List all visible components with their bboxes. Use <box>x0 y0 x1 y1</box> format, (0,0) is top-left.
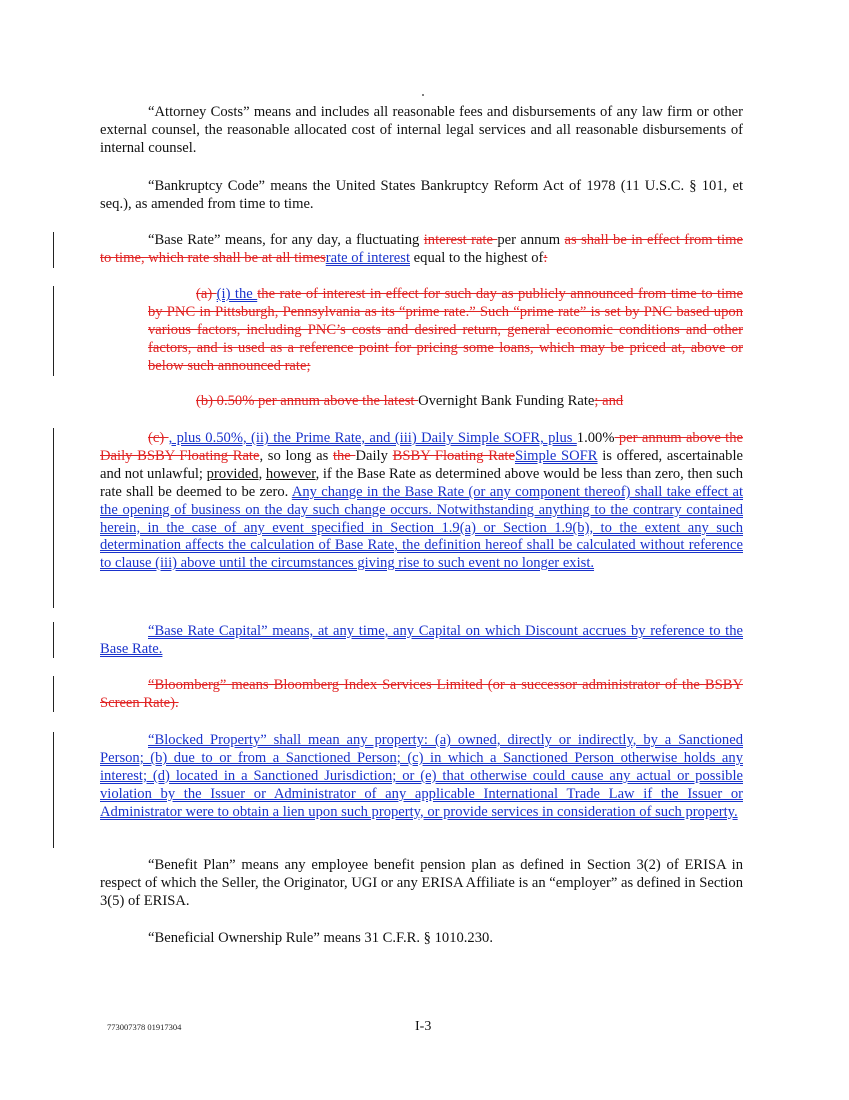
base-rate-clause-c <box>100 430 743 573</box>
footer-document-id: 773007378 01917304 <box>107 1022 182 1032</box>
deleted-text: (a) <box>196 286 217 302</box>
inserted-text: (i) the <box>216 286 258 302</box>
clause-text: Daily <box>355 447 393 464</box>
definition-blocked-property: “Blocked Property” shall mean any property: (a) owned, directly or indirectly, by a Sanctioned Person; (b) due to or from a Sanctioned Person; (c) in which a Sanctioned Person otherwise holds any interest; (d) located in a Sanctioned Jurisdiction; or (e) that otherwise could cause any actual or possible violation by the Issuer or Administrator of any applicable International Trade Law if the Issuer or Administrator were to obtain a lien upon such property, or provide services in consideration of such property. <box>100 732 743 820</box>
deleted-text: interest rate <box>423 232 498 248</box>
definition-benefit-plan: “Benefit Plan” means any employee benefit pension plan as defined in Section 3(2) of ERISA in respect of which the Seller, the Originator, UGI or any ERISA Affiliate is an “employer” as defined in Section 3(5) of ERISA. <box>100 857 743 909</box>
deleted-text: the rate of interest in effect for such day as publicly announced from time to time by PNC in Pittsburgh, Pennsylvania as its “prime rate.” Such “prime rate” is set by PNC based upon various factors, including PNC’s costs and desired return, general economic conditions and other factors, and is used as a reference point for pricing some loans, which may be priced at, above or below such announced rate; <box>148 286 743 374</box>
underlined-term: provided <box>206 465 259 482</box>
base-rate-clause-a <box>148 286 743 376</box>
deleted-text: per annum above the Daily BSBY Floating Rate <box>100 430 743 464</box>
inserted-text: Any change in the Base Rate (or any component thereof) shall take effect at the opening of business on the day such change occurs. Notwithstanding anything to the contrary contained herein, in the case of any event specified in Section 1.9(a) or Section 1.9(b), to the extent any such determination affects the calculation of Base Rate, the definition hereof shall be calculated without reference to clause (iii) above until the circumstances giving rise to such event no longer exist. <box>100 483 744 572</box>
base-rate-text: per annum <box>497 232 565 248</box>
deleted-text: (b) 0.50% per annum above the latest <box>196 393 419 409</box>
base-rate-text: equal to the highest of <box>410 249 544 266</box>
change-bar <box>53 622 54 658</box>
inserted-text: Simple SOFR <box>514 447 598 464</box>
clause-text: , <box>258 465 266 482</box>
definition-base-rate <box>100 232 743 268</box>
change-bar <box>53 286 54 376</box>
definition-attorney-costs: “Attorney Costs” means and includes all reasonable fees and disbursements of any law firm or other external counsel, the reasonable allocated cost of internal legal services and all reasonable disbursements of internal counsel. <box>100 104 743 156</box>
definition-bloomberg: “Bloomberg” means Bloomberg Index Services Limited (or a successor administrator of the BSBY Screen Rate). <box>100 677 743 711</box>
base-rate-clause-b <box>148 393 743 411</box>
clause-text: Overnight Bank Funding Rate <box>418 393 595 409</box>
change-bar <box>53 676 54 712</box>
inserted-text: , plus 0.50%, (ii) the Prime Rate, and (iii) Daily Simple SOFR, plus <box>168 430 577 446</box>
base-rate-text: “Base Rate” means, for any day, a fluctuating <box>148 232 424 248</box>
change-bar <box>53 232 54 268</box>
inserted-text: rate of interest <box>325 249 411 266</box>
change-bar <box>53 732 54 848</box>
clause-text: 1.00% <box>576 430 615 446</box>
deleted-text: BSBY Floating Rate <box>392 447 515 464</box>
clause-text: , if the Base Rate as determined above would be less than zero, then such rate shall be deemed to be zero. <box>100 465 744 500</box>
stray-mark <box>422 94 424 96</box>
definition-beneficial-ownership-rule: “Beneficial Ownership Rule” means 31 C.F.R. § 1010.230. <box>148 930 493 946</box>
clause-text: is offered, ascertainable and not unlawful; <box>100 447 743 482</box>
deleted-text: the <box>332 447 356 464</box>
definition-bankruptcy-code: “Bankruptcy Code” means the United States Bankruptcy Reform Act of 1978 (11 U.S.C. § 101, et seq.), as amended from time to time. <box>100 178 743 212</box>
deleted-text: : <box>543 249 548 266</box>
footer-page-number: I-3 <box>415 1019 432 1034</box>
deleted-text: as shall be in effect from time to time, which rate shall be at all times <box>100 232 743 266</box>
clause-text: , so long as <box>259 447 333 464</box>
underlined-term: however <box>265 465 316 482</box>
deleted-text: ; and <box>594 393 624 409</box>
definition-base-rate-capital: “Base Rate Capital” means, at any time, any Capital on which Discount accrues by reference to the Base Rate. <box>100 623 743 657</box>
deleted-text: (c) <box>148 430 169 446</box>
change-bar <box>53 428 54 608</box>
